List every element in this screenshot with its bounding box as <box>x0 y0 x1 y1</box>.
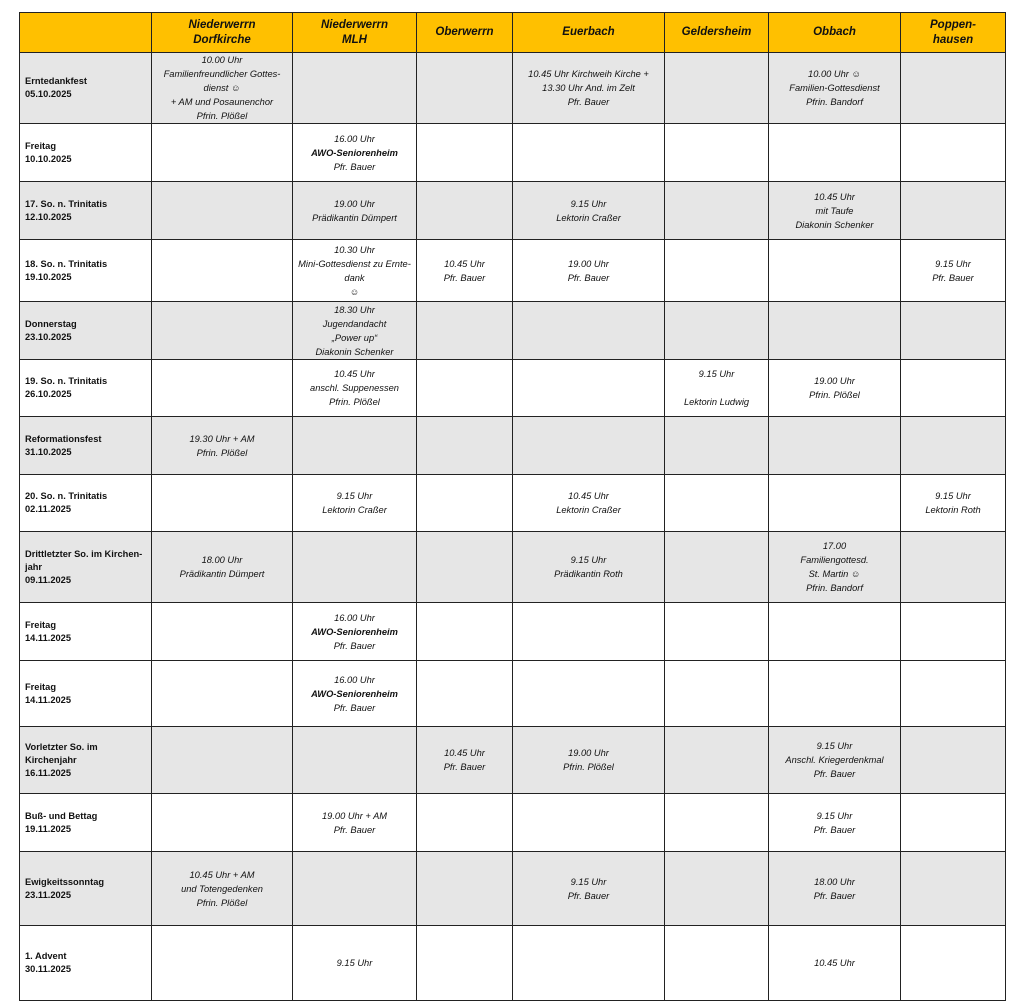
service-cell <box>901 926 1006 1001</box>
cell-line: Pfr. Bauer <box>813 769 856 779</box>
cell-line: Pfrin. Plößel <box>809 390 860 400</box>
cell-line: Diakonin Schenker <box>795 219 874 230</box>
cell-line-with-smiley-icon: 10.00 Uhr ☺ <box>808 69 861 79</box>
cell-line: Freitag <box>25 140 56 151</box>
service-cell <box>417 417 513 475</box>
service-cell <box>513 124 665 182</box>
cell-line: Pfr. Bauer <box>443 272 486 283</box>
service-cell <box>665 240 769 302</box>
cell-line: Lektorin Roth <box>925 505 981 515</box>
cell-line: 18.00 Uhr <box>814 876 855 887</box>
service-cell <box>665 124 769 182</box>
service-cell <box>152 53 293 124</box>
cell-line: Pfrin. Plößel <box>563 762 614 772</box>
service-cell <box>665 794 769 852</box>
service-cell <box>513 852 665 926</box>
header-line: Oberwerrn <box>435 26 494 38</box>
header-cell-date <box>20 13 152 53</box>
schedule-row <box>20 532 1006 603</box>
service-cell <box>769 124 901 182</box>
cell-line: 19.00 Uhr <box>568 258 609 269</box>
cell-line: Familienfreundlicher Gottes- <box>163 69 281 79</box>
service-cell <box>769 475 901 532</box>
service-cell <box>665 603 769 661</box>
service-cell <box>152 475 293 532</box>
cell-line: 17. So. n. Trinitatis <box>25 198 108 209</box>
cell-line: 9.15 Uhr <box>935 491 971 501</box>
service-cell <box>769 661 901 727</box>
cell-line: 19.10.2025 <box>25 271 72 282</box>
cell-line: Prädikantin Dümpert <box>179 569 265 579</box>
service-cell <box>769 182 901 240</box>
schedule-row <box>20 124 1006 182</box>
cell-line: Pfrin. Bandorf <box>806 97 863 107</box>
cell-line: Anschl. Kriegerdenkmal <box>785 755 884 765</box>
service-cell <box>769 53 901 124</box>
schedule-row <box>20 852 1006 926</box>
cell-line: 30.11.2025 <box>25 964 72 974</box>
header-cell-niederwerrn-dorfkirche <box>152 13 293 53</box>
date-label-cell <box>20 240 152 302</box>
cell-line: 16.00 Uhr <box>334 133 375 144</box>
service-cell <box>417 240 513 302</box>
cell-line: AWO-Seniorenheim <box>311 688 398 699</box>
cell-line: + AM und Posaunenchor <box>170 97 274 107</box>
service-cell <box>513 360 665 417</box>
service-cell <box>901 360 1006 417</box>
cell-line: Pfr. Bauer <box>333 702 376 713</box>
date-label-cell <box>20 182 152 240</box>
cell-line: 9.15 Uhr <box>698 369 735 379</box>
cell-line: Pfr. Bauer <box>333 161 376 172</box>
header-cell-obbach <box>769 13 901 53</box>
service-cell <box>665 727 769 794</box>
schedule-row <box>20 926 1006 1001</box>
service-cell <box>901 532 1006 603</box>
date-label-cell <box>20 727 152 794</box>
cell-line: 9.15 Uhr <box>570 198 607 209</box>
service-cell <box>769 603 901 661</box>
service-cell <box>513 475 665 532</box>
service-cell <box>769 926 901 1001</box>
cell-line: jahr <box>25 561 43 572</box>
header-row <box>20 13 1006 53</box>
cell-line: 10.45 Uhr <box>444 258 485 269</box>
cell-line: 10.10.2025 <box>25 153 72 164</box>
cell-line: Pfr. Bauer <box>932 272 974 283</box>
cell-line: Pfr. Bauer <box>567 97 610 107</box>
service-cell <box>769 532 901 603</box>
service-cell <box>152 794 293 852</box>
service-cell <box>417 302 513 360</box>
cell-line: Reformationsfest <box>25 433 102 444</box>
header-cell-niederwerrn-mlh <box>293 13 417 53</box>
cell-line: 13.30 Uhr And. im Zelt <box>542 83 635 93</box>
cell-line: Pfrin. Plößel <box>329 397 380 407</box>
schedule-table <box>19 12 1006 1001</box>
service-cell <box>665 475 769 532</box>
cell-line: 31.10.2025 <box>25 446 72 457</box>
cell-line: Pfr. Bauer <box>443 762 486 772</box>
date-label-cell <box>20 532 152 603</box>
service-cell <box>152 360 293 417</box>
cell-line: Pfrin. Plößel <box>196 897 248 908</box>
cell-line: Pfr. Bauer <box>567 890 610 901</box>
service-cell <box>293 240 417 302</box>
service-cell <box>417 661 513 727</box>
date-label-cell <box>20 661 152 727</box>
service-cell <box>513 53 665 124</box>
cell-line: Prädikantin Roth <box>554 569 623 579</box>
service-cell <box>417 794 513 852</box>
header-line: Niederwerrn <box>320 18 389 31</box>
cell-line: 20. So. n. Trinitatis <box>25 491 108 501</box>
header-cell-oberwerrn <box>417 13 513 53</box>
cell-line: anschl. Suppenessen <box>310 383 399 393</box>
cell-line: 1. Advent <box>25 951 67 961</box>
service-cell <box>293 603 417 661</box>
date-label-cell <box>20 794 152 852</box>
service-cell <box>513 532 665 603</box>
service-cell <box>513 182 665 240</box>
service-cell <box>152 532 293 603</box>
service-cell <box>293 182 417 240</box>
header-cell-euerbach <box>513 13 665 53</box>
cell-line: Freitag <box>25 681 56 692</box>
cell-line: 05.10.2025 <box>25 89 72 99</box>
cell-line: Buß- und Bettag <box>25 810 98 821</box>
service-cell <box>417 53 513 124</box>
cell-line: AWO-Seniorenheim <box>311 147 398 158</box>
cell-line: Erntedankfest <box>25 76 87 86</box>
cell-line: Pfrin. Bandorf <box>806 583 863 593</box>
service-cell <box>901 794 1006 852</box>
cell-line: 12.10.2025 <box>25 211 72 222</box>
date-label-cell <box>20 475 152 532</box>
cell-line: Mini-Gottesdienst zu Ernte- <box>298 258 411 269</box>
service-cell <box>417 727 513 794</box>
service-cell <box>665 417 769 475</box>
cell-line: 09.11.2025 <box>25 574 72 585</box>
cell-line: 9.15 Uhr <box>816 741 853 751</box>
cell-line: 18.00 Uhr <box>201 555 243 565</box>
cell-line: 14.11.2025 <box>25 694 72 705</box>
service-cell <box>513 926 665 1001</box>
service-cell <box>665 852 769 926</box>
header-line: Niederwerrn <box>188 18 256 31</box>
service-cell <box>293 852 417 926</box>
service-cell <box>417 852 513 926</box>
service-cell <box>665 182 769 240</box>
service-cell <box>152 727 293 794</box>
cell-line: 19.00 Uhr <box>814 376 855 386</box>
cell-line: 14.11.2025 <box>25 632 72 643</box>
service-cell <box>152 124 293 182</box>
cell-line: Jugendandacht <box>322 318 387 329</box>
service-cell <box>152 661 293 727</box>
service-cell <box>901 182 1006 240</box>
service-cell <box>417 475 513 532</box>
date-label-cell <box>20 603 152 661</box>
cell-line: 10.45 Uhr <box>568 491 609 501</box>
service-cell <box>513 417 665 475</box>
cell-line: 16.00 Uhr <box>334 612 375 623</box>
service-cell <box>293 794 417 852</box>
schedule-row <box>20 794 1006 852</box>
schedule-row <box>20 302 1006 360</box>
cell-line-with-smiley-icon: St. Martin ☺ <box>808 569 861 579</box>
service-cell <box>769 727 901 794</box>
service-cell <box>901 240 1006 302</box>
header-line: Dorfkirche <box>193 33 251 46</box>
service-cell <box>152 182 293 240</box>
cell-line: Lektorin Craßer <box>556 212 621 223</box>
service-cell <box>769 240 901 302</box>
cell-line: mit Taufe <box>815 205 854 216</box>
header-line: Obbach <box>813 26 856 38</box>
service-cell <box>665 532 769 603</box>
service-cell <box>152 302 293 360</box>
cell-line: Vorletzter So. im <box>25 741 98 752</box>
cell-line: 16.11.2025 <box>25 767 72 778</box>
service-cell <box>769 417 901 475</box>
cell-line: 18.30 Uhr <box>334 304 375 315</box>
cell-line: 9.15 Uhr <box>336 958 373 968</box>
cell-line: 9.15 Uhr <box>570 876 607 887</box>
service-cell <box>769 852 901 926</box>
date-label-cell <box>20 53 152 124</box>
cell-line: Pfrin. Plößel <box>196 447 248 458</box>
service-cell <box>152 417 293 475</box>
cell-line: Diakonin Schenker <box>315 346 394 357</box>
cell-line <box>668 381 765 395</box>
date-label-cell <box>20 417 152 475</box>
date-label-cell <box>20 302 152 360</box>
service-cell <box>769 302 901 360</box>
service-cell <box>293 475 417 532</box>
service-cell <box>901 53 1006 124</box>
cell-line: Ewigkeitssonntag <box>25 876 105 887</box>
cell-line: AWO-Seniorenheim <box>311 626 398 637</box>
service-cell <box>513 727 665 794</box>
schedule-row <box>20 240 1006 302</box>
service-cell <box>513 661 665 727</box>
cell-line: Donnerstag <box>25 318 77 329</box>
cell-line-with-smiley-icon: ☺ <box>349 286 360 297</box>
cell-line: 9.15 Uhr <box>336 491 373 501</box>
service-cell <box>901 852 1006 926</box>
cell-line: Pfr. Bauer <box>333 640 376 651</box>
cell-line: 10.45 Uhr <box>444 748 485 758</box>
cell-line: 10.45 Uhr <box>814 191 855 202</box>
header-cell-poppenhausen <box>901 13 1006 53</box>
cell-line: 10.45 Uhr <box>814 958 855 968</box>
cell-line: 10.45 Uhr Kirchweih Kirche + <box>528 69 649 79</box>
service-cell <box>513 794 665 852</box>
service-cell <box>293 53 417 124</box>
service-cell <box>769 360 901 417</box>
header-line: Poppen- <box>930 18 976 31</box>
cell-line: Pfr. Bauer <box>333 824 376 835</box>
header-line: MLH <box>342 33 367 46</box>
cell-line: 9.15 Uhr <box>816 810 853 821</box>
service-cell <box>152 603 293 661</box>
cell-line: Lektorin Ludwig <box>683 397 750 407</box>
cell-line: 19.00 Uhr <box>334 198 375 209</box>
service-cell <box>513 240 665 302</box>
schedule-row <box>20 360 1006 417</box>
cell-line: Kirchenjahr <box>25 754 77 765</box>
cell-line: 02.11.2025 <box>25 504 72 514</box>
header-line: Geldersheim <box>681 26 752 38</box>
cell-line: „Power up“ <box>331 332 378 343</box>
schedule-row <box>20 727 1006 794</box>
service-cell <box>769 794 901 852</box>
cell-line: 19.11.2025 <box>25 823 72 834</box>
cell-line: 9.15 Uhr <box>570 555 607 565</box>
service-cell <box>293 417 417 475</box>
header-line: hausen <box>932 33 974 46</box>
service-cell <box>665 926 769 1001</box>
service-cell <box>901 727 1006 794</box>
schedule-row <box>20 417 1006 475</box>
service-cell <box>665 302 769 360</box>
cell-line: 17.00 <box>822 541 847 551</box>
service-cell <box>293 302 417 360</box>
service-cell <box>152 852 293 926</box>
cell-line: 10.45 Uhr + AM <box>189 869 255 880</box>
service-cell <box>665 53 769 124</box>
cell-line: 9.15 Uhr <box>935 258 971 269</box>
cell-line: 19.30 Uhr + AM <box>189 433 255 444</box>
service-cell <box>417 603 513 661</box>
cell-line: Familiengottesd. <box>800 555 869 565</box>
service-cell <box>293 926 417 1001</box>
cell-line: 19. So. n. Trinitatis <box>25 376 108 386</box>
service-cell <box>513 603 665 661</box>
cell-line: Familien-Gottesdienst <box>789 83 880 93</box>
cell-line: Freitag <box>25 619 56 630</box>
cell-line-with-smiley-icon: dienst ☺ <box>203 83 241 93</box>
service-cell <box>293 532 417 603</box>
cell-line: Pfr. Bauer <box>567 272 610 283</box>
service-cell <box>901 603 1006 661</box>
service-cell <box>901 661 1006 727</box>
service-cell <box>901 124 1006 182</box>
service-cell <box>513 302 665 360</box>
service-cell <box>417 124 513 182</box>
cell-line: 18. So. n. Trinitatis <box>25 258 108 269</box>
cell-line: 16.00 Uhr <box>334 674 375 685</box>
cell-line: Prädikantin Dümpert <box>312 212 397 223</box>
cell-line: Drittletzter So. im Kirchen- <box>25 548 143 559</box>
cell-line: 19.00 Uhr <box>568 748 609 758</box>
service-cell <box>293 124 417 182</box>
service-cell <box>901 302 1006 360</box>
cell-line: 10.45 Uhr <box>334 369 375 379</box>
cell-line: Pfrin. Plößel <box>196 111 248 121</box>
schedule-row <box>20 475 1006 532</box>
date-label-cell <box>20 852 152 926</box>
service-cell <box>417 182 513 240</box>
cell-line: Pfr. Bauer <box>813 824 856 835</box>
service-cell <box>293 661 417 727</box>
cell-line: 19.00 Uhr + AM <box>321 810 388 821</box>
cell-line: Lektorin Craßer <box>556 505 621 515</box>
cell-line: dank <box>344 272 365 283</box>
cell-line: 23.10.2025 <box>25 331 72 342</box>
schedule-row <box>20 661 1006 727</box>
date-label-cell <box>20 360 152 417</box>
service-cell <box>665 661 769 727</box>
cell-line: 26.10.2025 <box>25 389 72 399</box>
cell-line: 23.11.2025 <box>25 889 72 900</box>
cell-line: Lektorin Craßer <box>322 505 387 515</box>
service-cell <box>152 240 293 302</box>
service-cell <box>417 926 513 1001</box>
service-cell <box>417 532 513 603</box>
schedule-row <box>20 603 1006 661</box>
date-label-cell <box>20 124 152 182</box>
date-label-cell <box>20 926 152 1001</box>
service-cell <box>293 360 417 417</box>
service-cell <box>901 417 1006 475</box>
service-cell <box>665 360 769 417</box>
service-cell <box>901 475 1006 532</box>
cell-line: und Totengedenken <box>181 883 263 894</box>
header-line: Euerbach <box>562 26 615 38</box>
schedule-row <box>20 182 1006 240</box>
service-cell <box>417 360 513 417</box>
cell-line: 10.00 Uhr <box>201 55 243 65</box>
service-cell <box>152 926 293 1001</box>
service-cell <box>293 727 417 794</box>
header-cell-geldersheim <box>665 13 769 53</box>
schedule-row <box>20 53 1006 124</box>
cell-line: 10.30 Uhr <box>334 244 375 255</box>
cell-line: Pfr. Bauer <box>813 890 856 901</box>
